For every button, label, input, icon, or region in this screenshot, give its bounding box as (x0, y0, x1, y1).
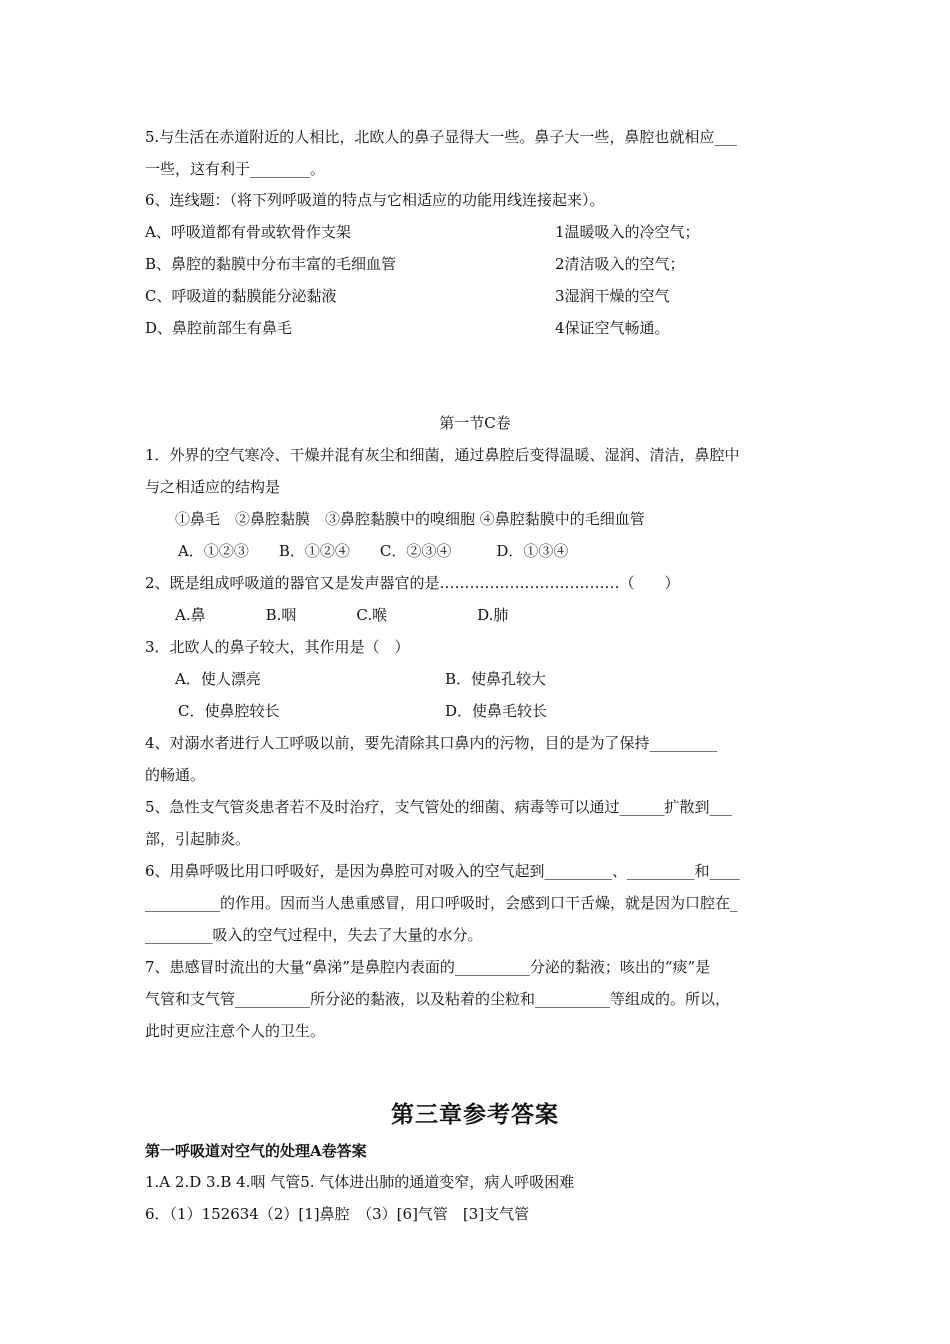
question-c6-line3: _________吸入的空气过程中，失去了大量的水分。 (145, 926, 483, 944)
question-c7-line1: 7、患感冒时流出的大量“鼻涕”是鼻腔内表面的__________分泌的黏液；咳出的“痰”是 (145, 958, 711, 976)
section-c-title: 第一节C卷 (439, 414, 511, 432)
question-c6-line1: 6、用鼻呼吸比用口呼吸好，是因为鼻腔可对吸入的空气起到_________、_________和____ (145, 862, 740, 880)
question-c3-option-d: D．使鼻毛较长 (445, 702, 548, 720)
question-c3-option-c: C．使鼻腔较长 (178, 702, 280, 720)
question-c1-options: A．①②③ B．①②④ C．②③④ D．①③④ (178, 542, 569, 560)
question-c4-line1: 4、对溺水者进行人工呼吸以前，要先清除其口鼻内的污物，目的是为了保持_________ (145, 734, 718, 752)
answers-line1: 1.A 2.D 3.B 4.咽 气管5. 气体进出肺的通道变窄，病人呼吸困难 (145, 1173, 575, 1191)
question-c7-line3: 此时更应注意个人的卫生。 (145, 1022, 326, 1040)
match-right-2: 2清洁吸入的空气； (555, 255, 685, 273)
match-left-c: C、呼吸道的黏膜能分泌黏液 (145, 287, 337, 305)
question-b5-line2: 一些，这有利于________。 (145, 160, 326, 178)
question-c7-line2: 气管和支气管__________所分泌的黏液，以及粘着的尘粒和__________等组成的。所以， (145, 990, 731, 1008)
question-c3-stem: 3．北欧人的鼻子较大，其作用是（ ） (145, 638, 410, 656)
match-left-a: A、呼吸道都有骨或软骨作支架 (145, 223, 351, 241)
question-c1-items: ①鼻毛 ②鼻腔黏膜 ③鼻腔黏膜中的嗅细胞 ④鼻腔黏膜中的毛细血管 (175, 510, 645, 528)
match-right-1: 1温暖吸入的冷空气； (555, 223, 700, 241)
answers-line2: 6．（1）152634（2）[1]鼻腔 （3）[6]气管 [3]支气管 (145, 1205, 530, 1223)
question-c2-options: A.鼻 B.咽 C.喉 D.肺 (175, 606, 509, 624)
question-c3-option-b: B．使鼻孔较大 (445, 670, 547, 688)
match-right-4: 4保证空气畅通。 (555, 319, 670, 337)
question-c3-option-a: A．使人漂亮 (175, 670, 261, 688)
answers-title: 第三章参考答案 (391, 1101, 559, 1128)
question-c4-line2: 的畅通。 (145, 766, 206, 784)
question-b6-title: 6、连线题：（将下列呼吸道的特点与它相适应的功能用线连接起来）。 (145, 191, 605, 209)
question-c1-line1: 1．外界的空气寒冷、干燥并混有灰尘和细菌，通过鼻腔后变得温暖、湿润、清洁，鼻腔中 (145, 446, 740, 464)
question-c5-line1: 5、急性支气管炎患者若不及时治疗，支气管处的细菌、病毒等可以通过______扩散到___ (145, 798, 733, 816)
question-b5-line1: 5.与生活在赤道附近的人相比，北欧人的鼻子显得大一些。鼻子大一些，鼻腔也就相应___ (145, 128, 737, 146)
question-c2-stem: 2、既是组成呼吸道的器官又是发声器官的是………………………………（ ） (145, 574, 680, 592)
question-c1-line2: 与之相适应的结构是 (145, 478, 281, 496)
answers-subtitle: 第一呼吸道对空气的处理A卷答案 (145, 1142, 367, 1160)
question-c6-line2: __________的作用。因而当人患重感冒，用口呼吸时，会感到口干舌燥，就是因为口腔在_ (145, 894, 738, 912)
match-left-d: D、鼻腔前部生有鼻毛 (145, 319, 293, 337)
match-left-b: B、鼻腔的黏膜中分布丰富的毛细血管 (145, 255, 397, 273)
question-c5-line2: 部，引起肺炎。 (145, 830, 251, 848)
match-right-3: 3湿润干燥的空气 (555, 287, 670, 305)
